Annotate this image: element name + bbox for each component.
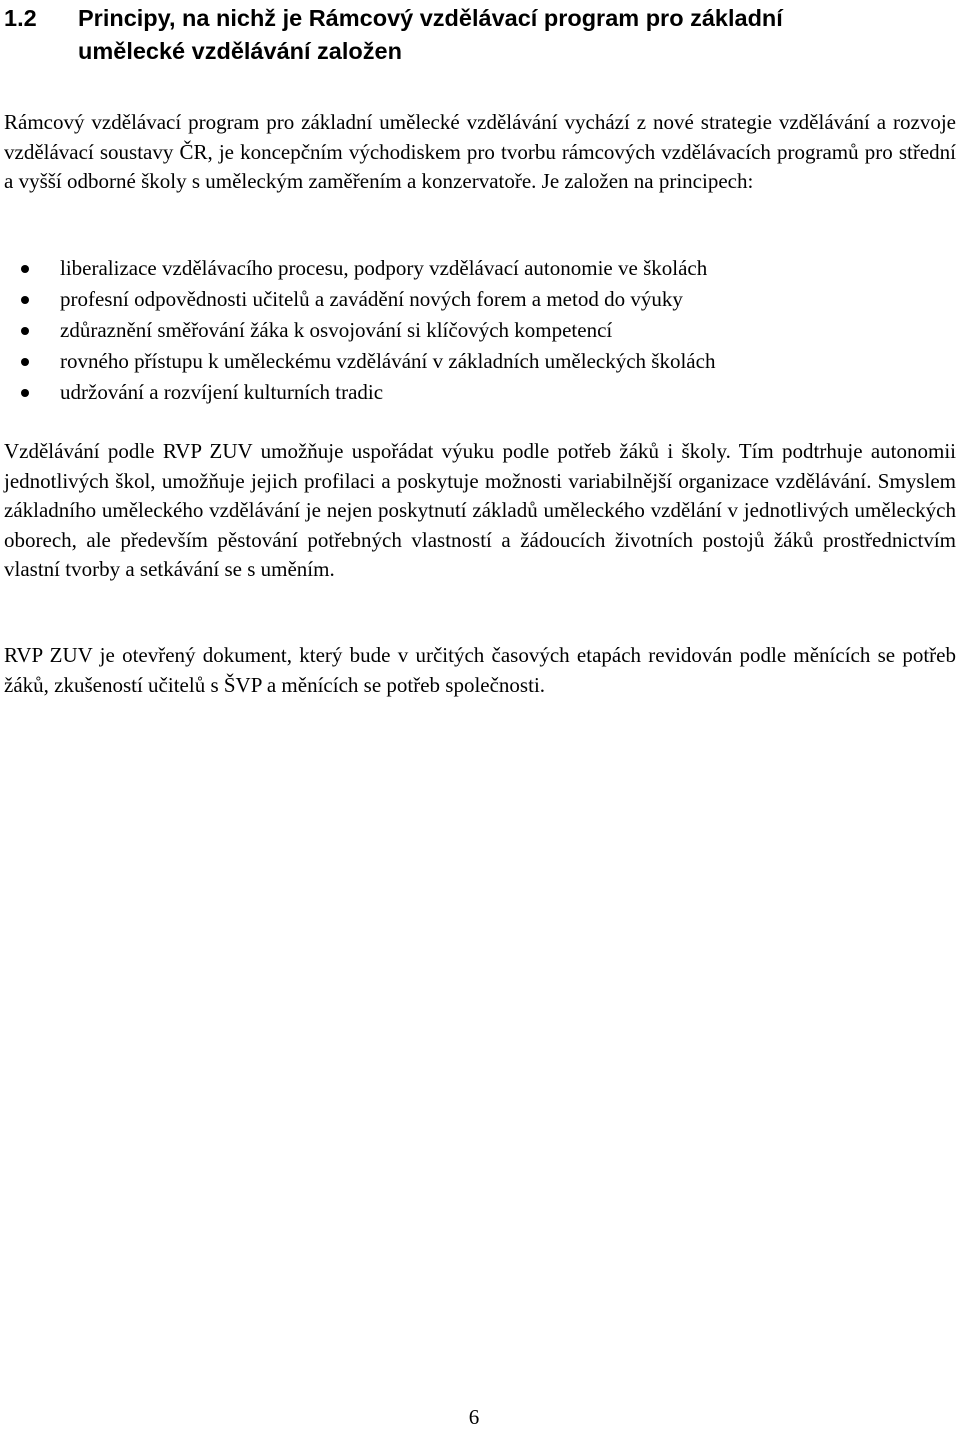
bullet-icon <box>21 389 29 397</box>
body-paragraph-revision: RVP ZUV je otevřený dokument, který bude v určitých časových etapách revidován podle měnících se potřeb žáků, zkušeností učitelů s ŠVP a měnících se potřeb společnosti. <box>4 643 956 697</box>
list-item <box>0 377 956 408</box>
list-item <box>0 284 956 315</box>
list-item <box>0 253 956 284</box>
section-title-line-1: Principy, na nichž je Rámcový vzdělávací program pro základní <box>78 5 783 31</box>
bullet-icon <box>21 358 29 366</box>
section-title <box>78 2 956 101</box>
principles-list <box>0 253 956 408</box>
intro-paragraph: Rámcový vzdělávací program pro základní umělecké vzdělávání vychází z nové strategie vzdělávání a rozvoje vzdělávací soustavy ČR, je koncepčním východiskem pro tvorbu rámcových vzdělávacích programů pro střední a vyšší odborné školy s uměleckým zaměřením a konzervatoře. Je založen na principech: <box>4 110 956 193</box>
section-number: 1.2 <box>4 5 37 31</box>
list-item-text: liberalizace vzdělávacího procesu, podpory vzdělávací autonomie ve školách <box>60 256 708 280</box>
body-paragraph-autonomy: Vzdělávání podle RVP ZUV umožňuje uspořádat výuku podle potřeb žáků i školy. Tím podtrhuje autonomii jednotlivých škol, umožňuje jejich profilaci a poskytuje možnosti variabilnější organizace vzdělávání. Smyslem základního uměleckého vzdělávání je nejen poskytnutí základů uměleckého vzdělání v jednotlivých uměleckých oborech, ale především pěstování potřebných vlastností a žádoucích životních postojů žáků prostřednictvím vlastní tvorby a setkávání se s uměním. <box>4 439 956 581</box>
bullet-icon <box>21 296 29 304</box>
list-item <box>0 346 956 377</box>
bullet-icon <box>21 265 29 273</box>
bullet-icon <box>21 327 29 335</box>
list-item <box>0 315 956 346</box>
section-heading <box>4 2 956 101</box>
list-item-text: profesní odpovědnosti učitelů a zavádění nových forem a metod do výuky <box>60 287 683 311</box>
list-item-text: zdůraznění směřování žáka k osvojování si klíčových kompetencí <box>60 318 613 342</box>
page-number: 6 <box>468 1405 480 1429</box>
list-item-text: udržování a rozvíjení kulturních tradic <box>60 380 384 404</box>
list-item-text: rovného přístupu k uměleckému vzdělávání v základních uměleckých školách <box>60 349 716 373</box>
section-title-line-2: umělecké vzdělávání založen <box>78 38 402 64</box>
